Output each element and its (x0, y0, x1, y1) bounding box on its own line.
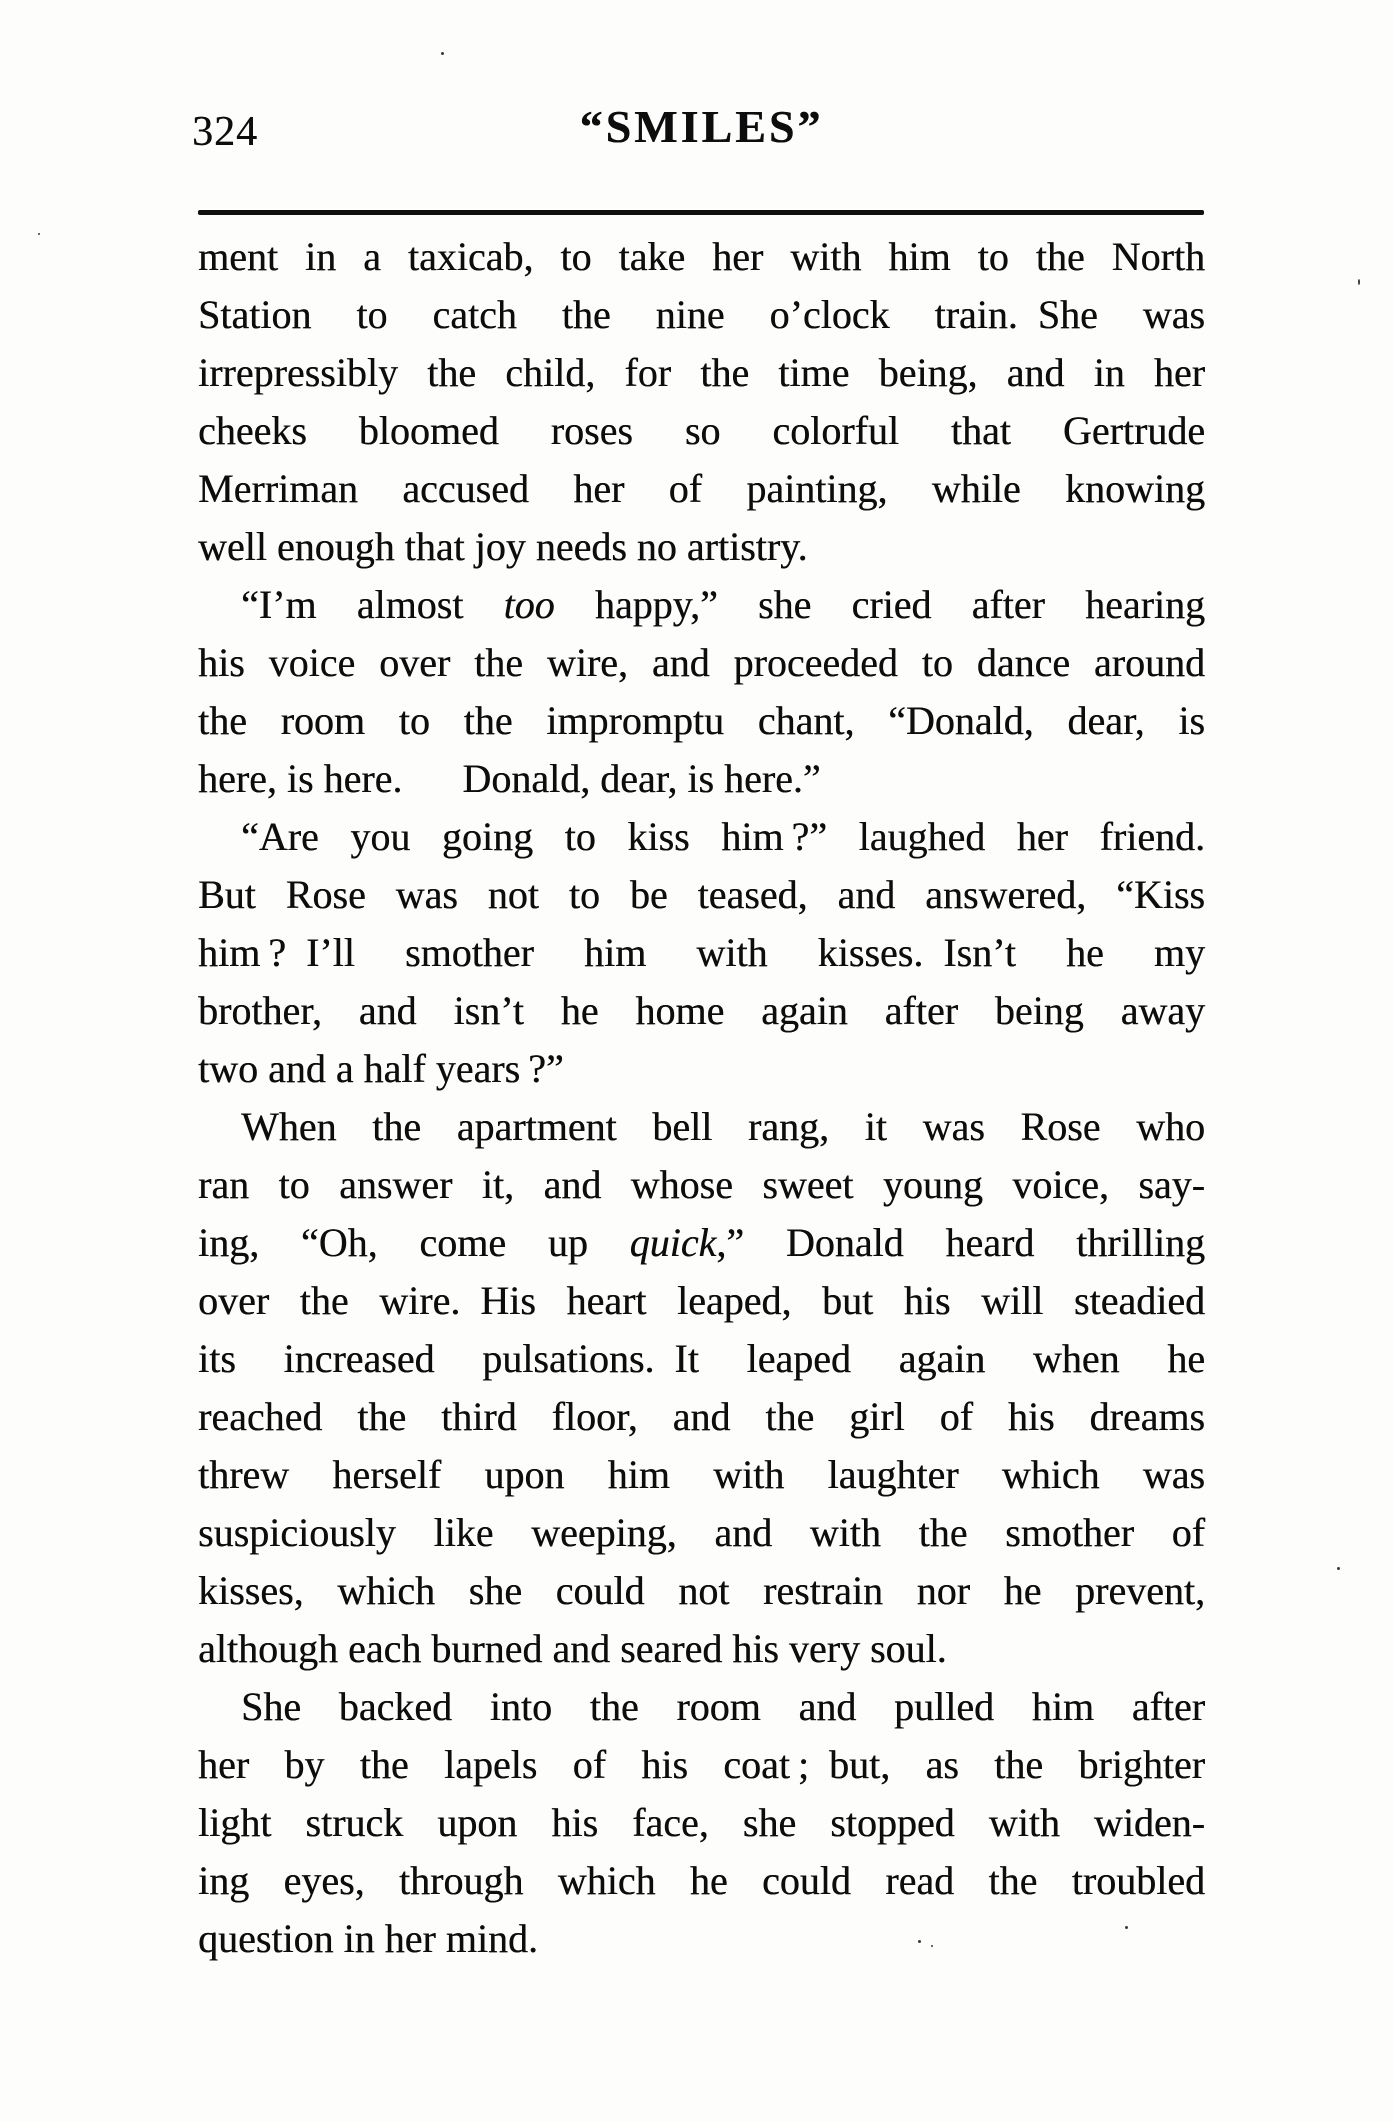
text-segment: two and a half years ?” (198, 1046, 564, 1091)
text-segment: But Rose was not to be teased, and answered, “Kiss (198, 872, 1205, 917)
text-line (198, 1794, 1205, 1852)
text-segment: her by the lapels of his coat ; but, as the brighter (198, 1742, 1205, 1787)
text-line (198, 1040, 1205, 1098)
text-line (198, 286, 1205, 344)
text-line (198, 1388, 1205, 1446)
text-segment: kisses, which she could not restrain nor he prevent, (198, 1568, 1205, 1613)
text-line (198, 866, 1205, 924)
scan-speck (931, 1945, 933, 1947)
text-line (198, 1504, 1205, 1562)
text-line (198, 1678, 1205, 1736)
text-segment: here, is here. Donald, dear, is here.” (198, 756, 821, 801)
text-line (198, 344, 1205, 402)
text-segment: its increased pulsations. It leaped again when he (198, 1336, 1205, 1381)
text-segment: him ? I’ll smother him with kisses. Isn’t he my (198, 930, 1205, 975)
text-line (198, 982, 1205, 1040)
text-segment: ment in a taxicab, to take her with him to the North (198, 234, 1205, 279)
text-line (198, 692, 1205, 750)
text-line (198, 228, 1205, 286)
text-line (198, 402, 1205, 460)
text-segment: ing eyes, through which he could read the troubled (198, 1858, 1205, 1903)
running-title: “SMILES” (579, 101, 824, 152)
page-header (192, 100, 1205, 160)
text-segment: although each burned and seared his very soul. (198, 1626, 947, 1671)
text-line (198, 924, 1205, 982)
text-line (198, 634, 1205, 692)
text-segment: ,” Donald heard thrilling (716, 1220, 1205, 1265)
text-line (198, 1156, 1205, 1214)
text-line (198, 808, 1205, 866)
scan-speck (918, 1940, 921, 1943)
text-segment: threw herself upon him with laughter which was (198, 1452, 1205, 1497)
header-rule (198, 210, 1204, 215)
text-segment: “Are you going to kiss him ?” laughed her friend. (241, 814, 1205, 859)
text-segment: suspiciously like weeping, and with the smother of (198, 1510, 1205, 1555)
text-segment: happy,” she cried after hearing (554, 582, 1206, 627)
body-text (198, 228, 1205, 1968)
scan-speck (1358, 279, 1360, 285)
text-segment: question in her mind. (198, 1916, 538, 1961)
text-line (198, 1330, 1205, 1388)
text-segment: well enough that joy needs no artistry. (198, 524, 808, 569)
text-line (198, 1562, 1205, 1620)
text-line (198, 460, 1205, 518)
text-line (198, 1910, 1205, 1968)
text-segment: ran to answer it, and whose sweet young voice, say- (198, 1162, 1205, 1207)
text-segment: his voice over the wire, and proceeded to dance around (198, 640, 1205, 685)
scan-speck (1337, 1567, 1340, 1570)
text-line (198, 576, 1205, 634)
text-segment: light struck upon his face, she stopped with widen- (198, 1800, 1205, 1845)
text-line (198, 518, 1205, 576)
text-segment: cheeks bloomed roses so colorful that Gertrude (198, 408, 1205, 453)
text-segment: Merriman accused her of painting, while knowing (198, 466, 1205, 511)
text-line (198, 1272, 1205, 1330)
text-line (198, 1620, 1205, 1678)
scan-speck (1125, 1926, 1128, 1929)
text-segment: ing, “Oh, come up (198, 1220, 630, 1265)
text-segment: When the apartment bell rang, it was Rose who (241, 1104, 1205, 1149)
text-line (198, 1736, 1205, 1794)
text-line (198, 1214, 1205, 1272)
italic-text: quick (629, 1220, 717, 1265)
text-segment: over the wire. His heart leaped, but his will steadied (198, 1278, 1205, 1323)
italic-text: too (503, 582, 555, 627)
page-number: 324 (192, 109, 258, 155)
text-segment: Station to catch the nine o’clock train. She was (198, 292, 1205, 337)
scan-speck (441, 52, 444, 55)
text-segment: the room to the impromptu chant, “Donald, dear, is (198, 698, 1205, 743)
text-line (198, 1098, 1205, 1156)
text-segment: “I’m almost (241, 582, 504, 627)
text-segment: irrepressibly the child, for the time being, and in her (198, 350, 1205, 395)
text-line (198, 1852, 1205, 1910)
text-segment: brother, and isn’t he home again after being away (198, 988, 1205, 1033)
text-line (198, 1446, 1205, 1504)
text-segment: She backed into the room and pulled him after (241, 1684, 1205, 1729)
text-line (198, 750, 1205, 808)
text-segment: reached the third floor, and the girl of his dreams (198, 1394, 1205, 1439)
scan-speck (38, 233, 40, 235)
